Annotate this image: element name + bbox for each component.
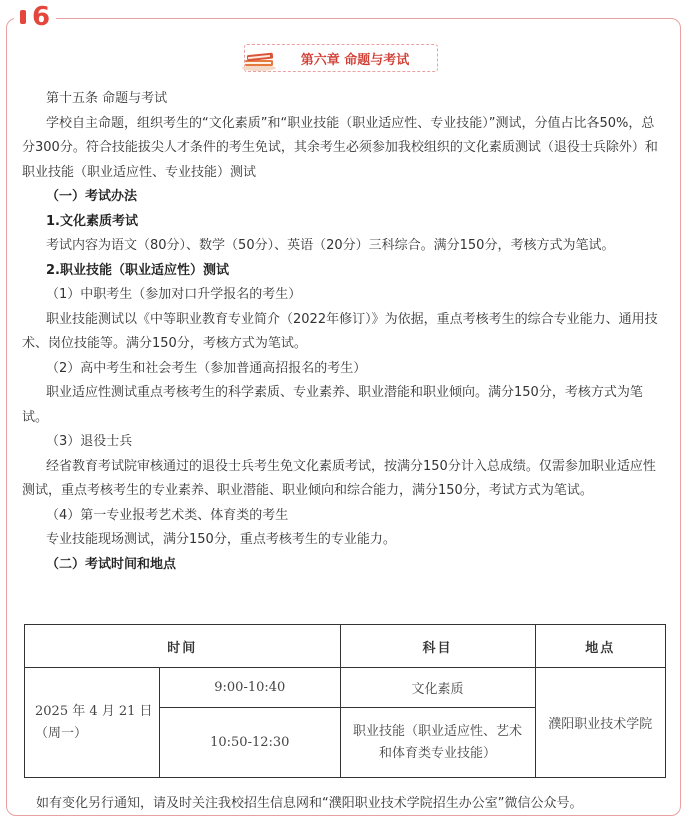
exam-location: 濮阳职业技术学院 <box>535 668 665 778</box>
section-number: 6 <box>14 2 56 32</box>
vocational-text: 职业技能测试以《中等职业教育专业简介（2022年修订）》为依据，重点考核考生的综合专业能力、通用技术、岗位技能等。满分150分，考核方式为笔试。 <box>22 311 658 351</box>
exam-date: 2025 年 4 月 21 日（周一） <box>25 668 160 778</box>
heading-exam-method: （一）考试办法 <box>46 189 138 204</box>
books-icon <box>239 47 279 71</box>
schedule-table <box>24 624 666 778</box>
subheading-vocational: （1）中职考生（参加对口升学报名的考生） <box>46 287 302 302</box>
table-header-row <box>25 625 666 668</box>
culture-exam-text: 考试内容为语文（80分）、数学（50分）、英语（20分）三科综合。满分150分，考核方式为笔试。 <box>46 238 615 253</box>
heading-skill-test: 2.职业技能（职业适应性）测试 <box>46 262 229 278</box>
art-sports-text: 专业技能现场测试，满分150分，重点考核考生的专业能力。 <box>46 532 396 547</box>
chapter-title: 第六章 命题与考试 <box>300 52 410 68</box>
subheading-veterans: （3）退役士兵 <box>46 434 133 449</box>
heading-time-place: （二）考试时间和地点 <box>46 556 177 572</box>
subheading-high-school: （2）高中考生和社会考生（参加普通高招报名的考生） <box>46 360 367 376</box>
article-title: 第十五条 命题与考试 <box>46 91 168 106</box>
subheading-art-sports: （4）第一专业报考艺术类、体育类的考生 <box>46 507 289 523</box>
heading-culture-exam: 1.文化素质考试 <box>46 213 138 229</box>
slot1-time: 9:00-10:40 <box>160 668 341 708</box>
slot2-time: 10:50-12:30 <box>160 708 341 778</box>
slot2-subject: 职业技能（职业适应性、艺术和体育类专业技能） <box>340 708 535 778</box>
section-marker-icon <box>20 10 26 24</box>
header-location: 地点 <box>535 625 665 668</box>
high-school-text: 职业适应性测试重点考核考生的科学素质、专业素养、职业潜能和职业倾向。满分150分，考核方式为笔试。 <box>22 385 643 425</box>
header-time: 时间 <box>25 625 341 668</box>
footer-notice: 如有变化另行通知，请及时关注我校招生信息网和“濮阳职业技术学院招生办公室”微信公众号。 <box>36 796 583 811</box>
chapter-banner <box>244 44 438 72</box>
header-subject: 科目 <box>340 625 535 668</box>
article-body <box>22 87 667 577</box>
slot1-subject: 文化素质 <box>340 668 535 708</box>
veterans-text: 经省教育考试院审核通过的退役士兵考生免文化素质考试，按满分150分计入总成绩。仅需参加职业适应性测试，重点考核考生的专业素养、职业潜能、职业倾向和综合能力，满分150分，考试方式为笔试。 <box>22 458 656 498</box>
intro-paragraph: 学校自主命题，组织考生的“文化素质”和“职业技能（职业适应性、专业技能）”测试，分值占比各50%，总分300分。符合技能拔尖人才条件的考生免试，其余考生必须参加我校组织的文化素质测试（退役士兵除外）和职业技能（职业适应性、专业技能）测试 <box>22 115 658 180</box>
table-row <box>25 668 666 708</box>
